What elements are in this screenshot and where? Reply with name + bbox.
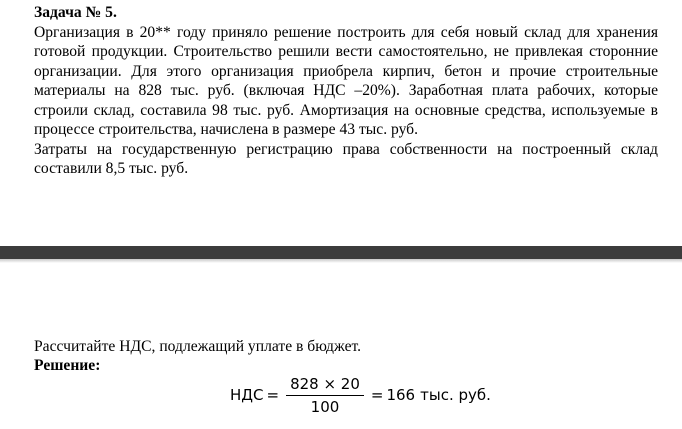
formula-equals-1: = — [266, 386, 280, 404]
solution-label: Решение: — [34, 357, 101, 374]
formula-denominator: 100 — [310, 397, 340, 416]
vat-formula — [230, 371, 491, 419]
task-paragraph-2: Затраты на государственную регистрацию права собственности на построенный склад составили 8,5 тыс. руб. — [34, 140, 658, 177]
formula-equals-2: = — [370, 386, 384, 404]
page-separator — [0, 246, 682, 259]
page-separator-shadow — [0, 259, 682, 263]
formula-lhs: НДС — [230, 386, 264, 404]
formula-fraction — [286, 375, 364, 416]
task-paragraph-1: Организация в 20** году приняло решение построить для себя новый склад для хранения готовой продукции. Строительство решили вести самостоятельно, не привлекая сторонние организации. Для этого организация приобрела кирпич, бетон и прочие строительные материалы на 828 тыс. руб. (включая НДС –20%). Заработная плата рабочих, которые строили склад, составила 98 тыс. руб. Амортизация на основные средства, используемые в процессе строительства, начислена в размере 43 тыс. руб. — [34, 23, 658, 138]
formula-unit: тыс. руб. — [420, 386, 491, 404]
question-text: Рассчитайте НДС, подлежащий уплате в бюджет. — [34, 338, 362, 355]
formula-result: 166 — [386, 386, 416, 404]
formula-numerator: 828 × 20 — [286, 375, 364, 396]
task-title: Задача № 5. — [34, 4, 117, 21]
task-block — [34, 3, 658, 179]
